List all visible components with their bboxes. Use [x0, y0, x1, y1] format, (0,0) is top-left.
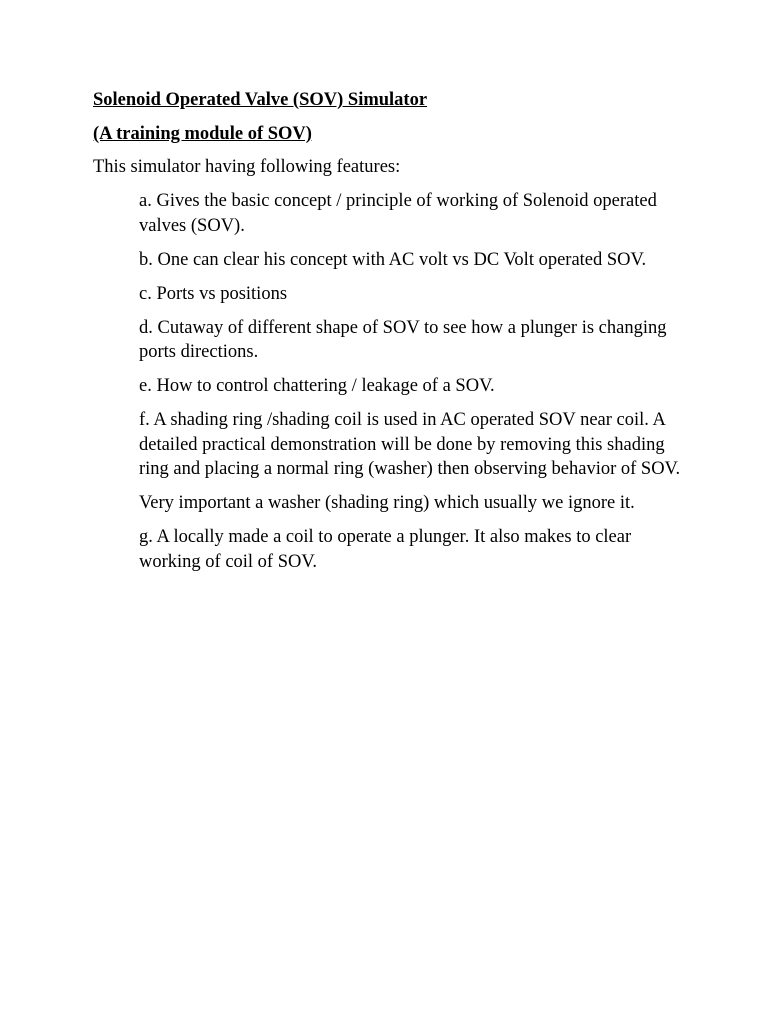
feature-item-d: d. Cutaway of different shape of SOV to see how a plunger is changing ports directions. — [139, 317, 667, 362]
feature-item-c: c. Ports vs positions — [139, 283, 288, 304]
feature-item-f: f. A shading ring /shading coil is used in AC operated SOV near coil. A detailed practical demonstration will be done by removing this shading ring and placing a normal ring (washer) then observing behavior of SOV. — [139, 410, 681, 479]
feature-item-e: e. How to control chattering / leakage of a SOV. — [139, 376, 495, 396]
intro-paragraph: This simulator having following features: — [93, 157, 401, 177]
document-title: Solenoid Operated Valve (SOV) Simulator — [93, 90, 428, 110]
feature-item-b: b. One can clear his concept with AC volt vs DC Volt operated SOV. — [139, 249, 647, 270]
document-subtitle: (A training module of SOV) — [93, 124, 312, 144]
feature-list — [139, 189, 684, 584]
feature-note: Very important a washer (shading ring) which usually we ignore it. — [139, 493, 635, 513]
feature-item-a: a. Gives the basic concept / principle of working of Solenoid operated valves (SOV). — [139, 191, 657, 236]
feature-item-g: g. A locally made a coil to operate a plunger. It also makes to clear working of coil of SOV. — [139, 527, 632, 572]
